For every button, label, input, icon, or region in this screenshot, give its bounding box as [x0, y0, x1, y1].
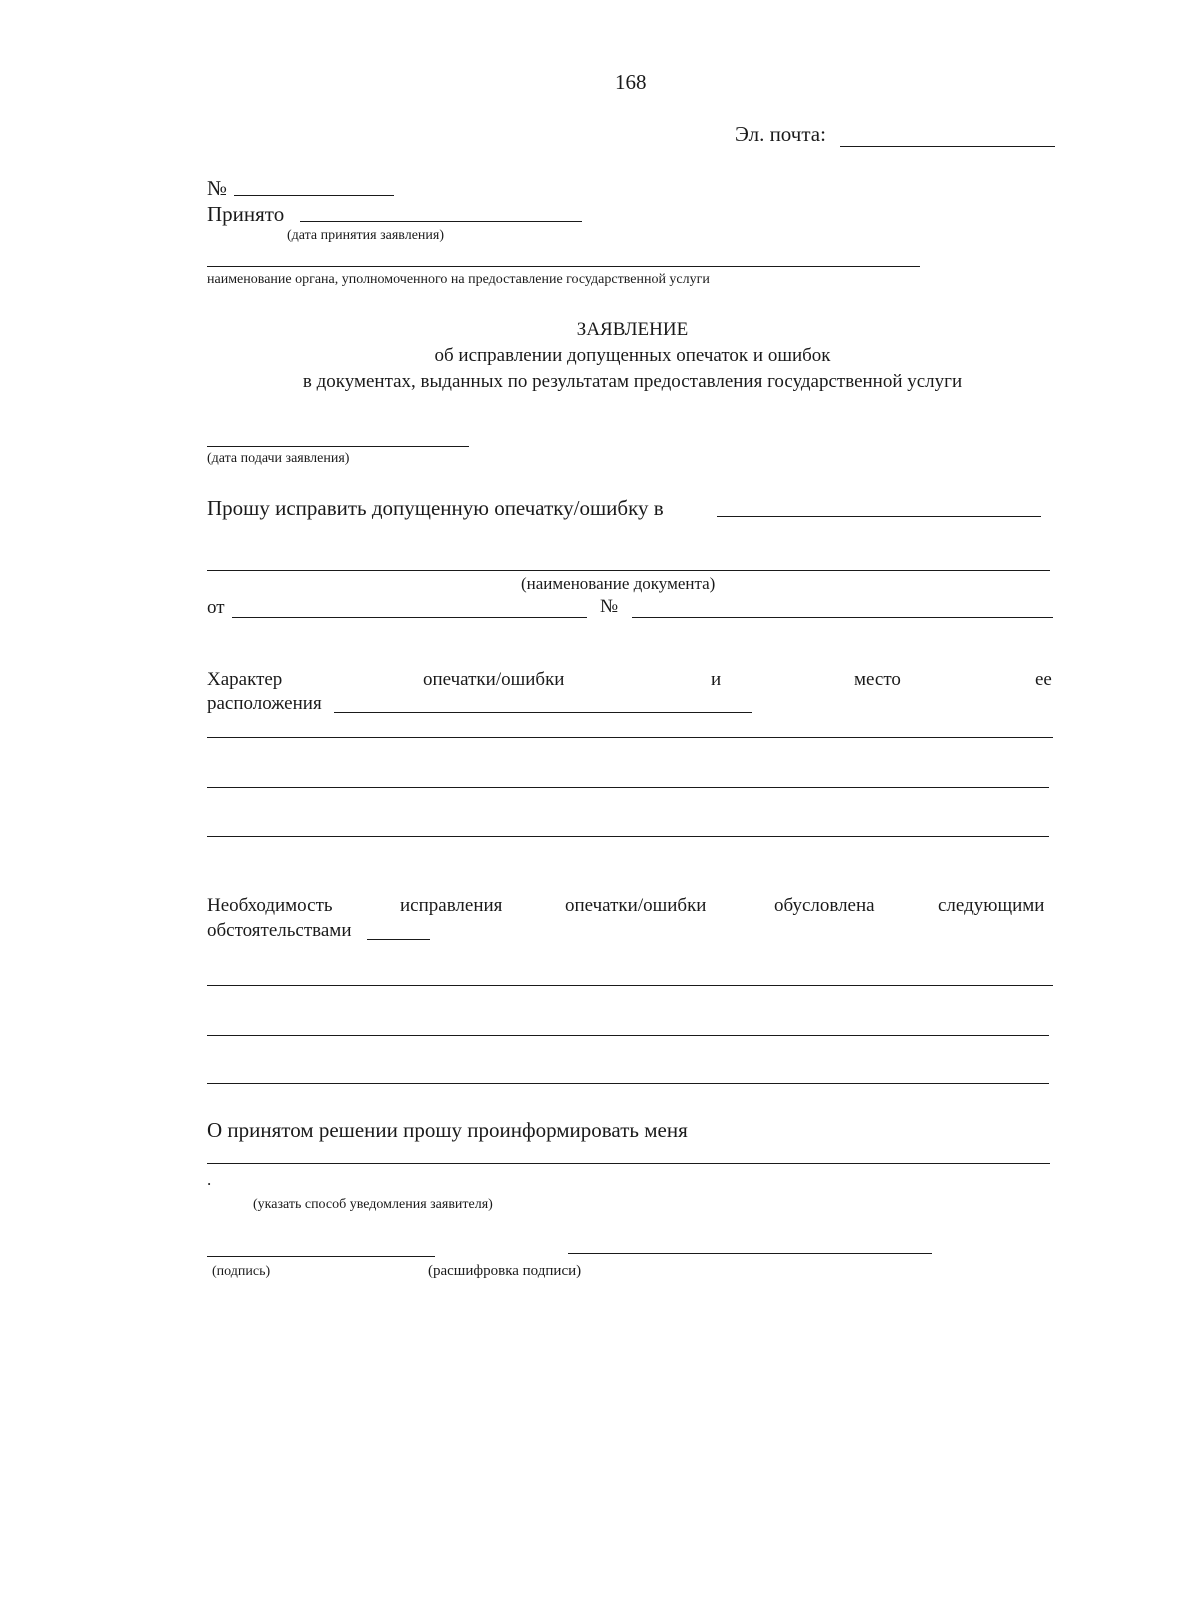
document-subtitle-2: в документах, выданных по результатам предоставления государственной услуги	[302, 371, 963, 392]
accepted-label: Принято	[207, 202, 285, 226]
document-subtitle-1: об исправлении допущенных опечаток и ошибок	[434, 345, 831, 366]
nature-word-3: и	[711, 669, 722, 690]
necessity-word-5: следующими	[938, 895, 1045, 916]
nature-second-line: расположения	[207, 693, 322, 714]
inform-field-line[interactable]	[207, 1163, 1050, 1164]
from-date-field-line[interactable]	[232, 617, 587, 618]
number-field-line[interactable]	[234, 195, 394, 196]
nature-word-5: ее	[1035, 669, 1052, 690]
authority-field-line[interactable]	[207, 266, 920, 267]
dot-mark: .	[207, 1170, 212, 1189]
request-text: Прошу исправить допущенную опечатку/ошибку в	[207, 496, 664, 520]
necessity-line-2[interactable]	[207, 1035, 1049, 1036]
from-label: от	[207, 597, 225, 618]
page-number: 168	[615, 70, 647, 94]
nature-field-line[interactable]	[334, 712, 752, 713]
signature-caption: (подпись)	[212, 1264, 271, 1279]
necessity-word-2: исправления	[400, 895, 503, 916]
signature-decode-field-line[interactable]	[568, 1253, 932, 1254]
nature-word-1: Характер	[207, 669, 283, 690]
inform-text: О принятом решении прошу проинформировать меня	[207, 1118, 688, 1142]
nature-word-2: опечатки/ошибки	[423, 669, 565, 690]
signature-decode-caption: (расшифровка подписи)	[428, 1263, 582, 1279]
nature-line-3[interactable]	[207, 836, 1049, 837]
email-label: Эл. почта:	[735, 122, 826, 146]
necessity-line-1[interactable]	[207, 985, 1053, 986]
authority-caption: наименование органа, уполномоченного на предоставление государственной услуги	[207, 272, 710, 287]
nature-word-4: место	[854, 669, 901, 690]
notify-caption: (указать способ уведомления заявителя)	[253, 1197, 493, 1212]
doc-number-label: №	[600, 596, 619, 617]
nature-line-1[interactable]	[207, 737, 1053, 738]
necessity-field-line[interactable]	[367, 939, 430, 940]
request-field-line[interactable]	[717, 516, 1041, 517]
document-name-caption: (наименование документа)	[521, 574, 716, 593]
necessity-line-3[interactable]	[207, 1083, 1049, 1084]
necessity-word-4: обусловлена	[774, 895, 875, 916]
necessity-second-line: обстоятельствами	[207, 920, 352, 941]
doc-number-field-line[interactable]	[632, 617, 1053, 618]
submission-date-field-line[interactable]	[207, 446, 469, 447]
email-field-line[interactable]	[840, 146, 1055, 147]
signature-field-line[interactable]	[207, 1256, 435, 1257]
accepted-date-caption: (дата принятия заявления)	[287, 228, 445, 243]
document-name-field-line[interactable]	[207, 570, 1050, 571]
document-title: ЗАЯВЛЕНИЕ	[576, 319, 689, 340]
submission-date-caption: (дата подачи заявления)	[207, 451, 350, 466]
number-label: №	[207, 176, 228, 200]
accepted-date-field-line[interactable]	[300, 221, 582, 222]
necessity-word-3: опечатки/ошибки	[565, 895, 707, 916]
nature-line-2[interactable]	[207, 787, 1049, 788]
necessity-word-1: Необходимость	[207, 895, 333, 916]
